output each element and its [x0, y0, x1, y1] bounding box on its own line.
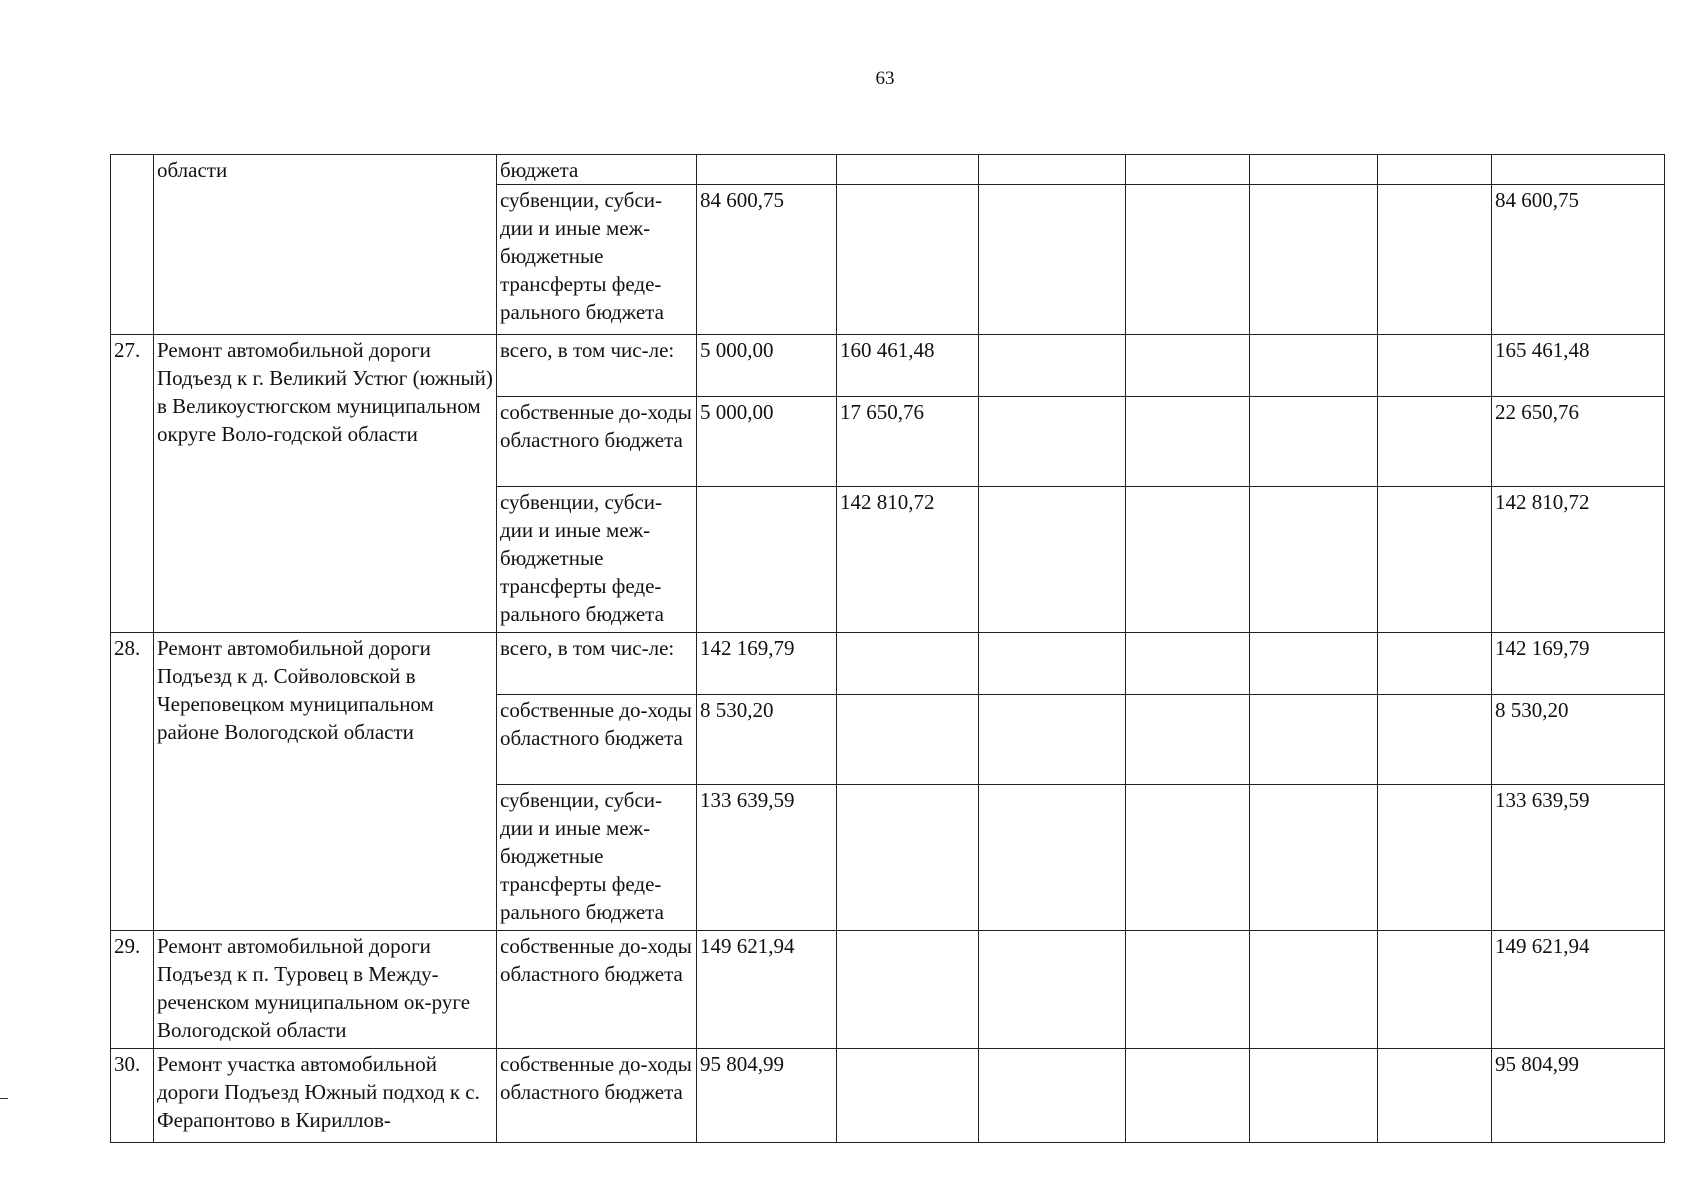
value-cell: 5 000,00: [697, 335, 837, 397]
funding-source-cell: субвенции, субси-дии и иные меж-бюджетные трансферты феде-рального бюджета: [497, 185, 697, 335]
total-cell: 133 639,59: [1492, 785, 1665, 931]
value-cell: [1250, 931, 1378, 1049]
value-cell: [1250, 785, 1378, 931]
funding-source-cell: субвенции, субси-дии и иные меж-бюджетные трансферты феде-рального бюджета: [497, 785, 697, 931]
value-cell: 149 621,94: [697, 931, 837, 1049]
value-cell: [1126, 633, 1250, 695]
measure-name-cell: Ремонт участка автомобильной дороги Подъезд Южный подход к с. Ферапонтово в Кириллов-: [154, 1049, 497, 1143]
table-row: [111, 633, 1665, 695]
funding-source-cell: собственные до-ходы областного бюджета: [497, 931, 697, 1049]
measure-name-cell: Ремонт автомобильной дороги Подъезд к п. Туровец в Между-реченском муниципальном ок-руге Вологодской области: [154, 931, 497, 1049]
funding-source-cell: собственные до-ходы областного бюджета: [497, 1049, 697, 1143]
funding-source-cell: субвенции, субси-дии и иные меж-бюджетные трансферты феде-рального бюджета: [497, 487, 697, 633]
value-cell: [1378, 185, 1492, 335]
value-cell: [1126, 155, 1250, 185]
value-cell: [1126, 397, 1250, 487]
value-cell: [837, 785, 979, 931]
value-cell: [837, 1049, 979, 1143]
value-cell: [1378, 487, 1492, 633]
value-cell: [979, 633, 1126, 695]
measure-name-cell: области: [154, 155, 497, 335]
value-cell: [837, 695, 979, 785]
value-cell: [1378, 931, 1492, 1049]
value-cell: [1250, 185, 1378, 335]
value-cell: 95 804,99: [697, 1049, 837, 1143]
funding-source-cell: собственные до-ходы областного бюджета: [497, 695, 697, 785]
total-cell: 149 621,94: [1492, 931, 1665, 1049]
value-cell: 133 639,59: [697, 785, 837, 931]
table-row: [111, 931, 1665, 1049]
value-cell: 84 600,75: [697, 185, 837, 335]
value-cell: [979, 155, 1126, 185]
value-cell: [1378, 785, 1492, 931]
value-cell: 160 461,48: [837, 335, 979, 397]
value-cell: [1378, 155, 1492, 185]
value-cell: [1250, 155, 1378, 185]
value-cell: [979, 1049, 1126, 1143]
row-number-cell: [111, 155, 154, 335]
value-cell: 5 000,00: [697, 397, 837, 487]
value-cell: 8 530,20: [697, 695, 837, 785]
table-row: [111, 155, 1665, 185]
budget-table: [110, 154, 1665, 1143]
measure-name-cell: Ремонт автомобильной дороги Подъезд к д. Сойволовской в Череповецком муниципальном районе Вологодской области: [154, 633, 497, 931]
value-cell: [979, 785, 1126, 931]
value-cell: [1378, 335, 1492, 397]
value-cell: [1126, 695, 1250, 785]
total-cell: 95 804,99: [1492, 1049, 1665, 1143]
value-cell: [979, 335, 1126, 397]
value-cell: [837, 931, 979, 1049]
value-cell: [979, 931, 1126, 1049]
measure-name-cell: Ремонт автомобильной дороги Подъезд к г. Великий Устюг (южный) в Великоустюгском муниципальном округе Воло-годской области: [154, 335, 497, 633]
total-cell: 84 600,75: [1492, 185, 1665, 335]
value-cell: [979, 185, 1126, 335]
value-cell: [837, 185, 979, 335]
total-cell: 8 530,20: [1492, 695, 1665, 785]
value-cell: 142 169,79: [697, 633, 837, 695]
row-number-cell: 30.: [111, 1049, 154, 1143]
value-cell: [1378, 633, 1492, 695]
value-cell: [1250, 397, 1378, 487]
value-cell: [697, 155, 837, 185]
value-cell: [1250, 695, 1378, 785]
value-cell: [1126, 785, 1250, 931]
funding-source-cell: всего, в том чис-ле:: [497, 335, 697, 397]
value-cell: [979, 695, 1126, 785]
value-cell: [1126, 185, 1250, 335]
value-cell: [1126, 335, 1250, 397]
value-cell: [1492, 155, 1665, 185]
funding-source-cell: собственные до-ходы областного бюджета: [497, 397, 697, 487]
total-cell: 165 461,48: [1492, 335, 1665, 397]
value-cell: 142 810,72: [837, 487, 979, 633]
value-cell: [1250, 335, 1378, 397]
funding-source-cell: бюджета: [497, 155, 697, 185]
value-cell: 17 650,76: [837, 397, 979, 487]
row-number-cell: 29.: [111, 931, 154, 1049]
value-cell: [1250, 487, 1378, 633]
row-number-cell: 28.: [111, 633, 154, 931]
total-cell: 142 810,72: [1492, 487, 1665, 633]
total-cell: 142 169,79: [1492, 633, 1665, 695]
value-cell: [1378, 1049, 1492, 1143]
margin-mark: [0, 1098, 8, 1099]
value-cell: [1126, 931, 1250, 1049]
table-row: [111, 335, 1665, 397]
value-cell: [837, 155, 979, 185]
value-cell: [979, 397, 1126, 487]
funding-source-cell: всего, в том чис-ле:: [497, 633, 697, 695]
value-cell: [1378, 397, 1492, 487]
value-cell: [1250, 1049, 1378, 1143]
page-number: 63: [875, 68, 895, 89]
value-cell: [1126, 487, 1250, 633]
total-cell: 22 650,76: [1492, 397, 1665, 487]
value-cell: [837, 633, 979, 695]
value-cell: [1378, 695, 1492, 785]
table-row: [111, 1049, 1665, 1143]
row-number-cell: 27.: [111, 335, 154, 633]
value-cell: [1126, 1049, 1250, 1143]
value-cell: [697, 487, 837, 633]
value-cell: [979, 487, 1126, 633]
value-cell: [1250, 633, 1378, 695]
